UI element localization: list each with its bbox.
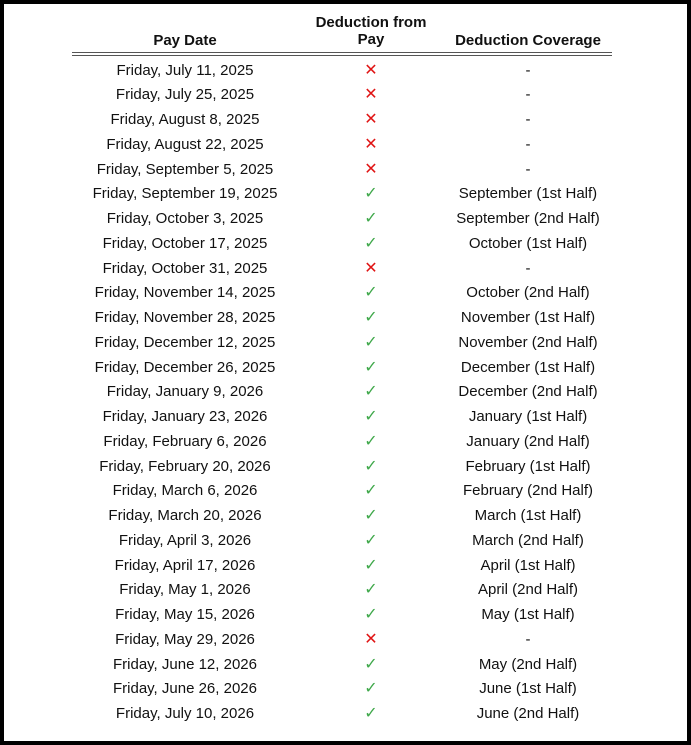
deduction-status-cell: [308, 405, 434, 430]
deduction-coverage-cell: September (1st Half): [458, 185, 598, 203]
deduction-status-cell: [308, 59, 434, 84]
pay-date-cell: Friday, July 10, 2026: [115, 705, 255, 722]
header-deduction-line2: Pay: [357, 31, 385, 48]
table-row: [72, 554, 612, 579]
table-row: [72, 529, 612, 554]
check-icon: ✓: [364, 655, 378, 673]
check-icon: ✓: [364, 408, 378, 425]
table-row: [72, 281, 612, 306]
deduction-status-cell: [308, 133, 434, 158]
deduction-status-cell: [308, 108, 434, 133]
pay-date-cell: Friday, January 23, 2026: [102, 408, 268, 425]
deduction-coverage-cell: June (2nd Half): [476, 705, 580, 722]
pay-date-cell: Friday, May 1, 2026: [119, 581, 251, 599]
pay-date-cell: Friday, February 20, 2026: [99, 457, 271, 475]
check-icon: ✓: [364, 507, 378, 524]
deduction-status-cell: [308, 578, 434, 603]
pay-date-cell: Friday, July 11, 2025: [116, 61, 254, 79]
deduction-status-cell: [308, 83, 434, 108]
header-deduction-line1: Deduction from: [315, 14, 427, 31]
deduction-status-cell: [308, 430, 434, 455]
deduction-coverage-cell: February (2nd Half): [462, 482, 594, 500]
pay-date-cell: Friday, July 25, 2025: [115, 86, 255, 104]
table-row: [72, 578, 612, 603]
deduction-coverage-cell: February (1st Half): [465, 457, 591, 475]
x-icon: ✕: [364, 160, 378, 178]
deduction-status-cell: [308, 257, 434, 282]
deduction-status-cell: [308, 331, 434, 356]
deduction-coverage-cell: December (1st Half): [460, 358, 596, 376]
deduction-status-cell: [308, 603, 434, 628]
deduction-coverage-cell: April (1st Half): [480, 556, 576, 574]
check-icon: ✓: [364, 185, 378, 203]
table-row: [72, 232, 612, 257]
deduction-coverage-cell: -: [525, 630, 531, 648]
deduction-status-cell: [308, 306, 434, 331]
deduction-coverage-cell: January (1st Half): [468, 408, 588, 425]
table-row: [72, 207, 612, 232]
deduction-coverage-cell: -: [525, 61, 531, 79]
x-icon: ✕: [364, 259, 378, 277]
table-row: [72, 603, 612, 628]
header-pay-date: Pay Date: [153, 32, 217, 49]
table-row: [72, 306, 612, 331]
pay-date-cell: Friday, March 20, 2026: [108, 507, 262, 524]
deduction-coverage-cell: June (1st Half): [479, 680, 577, 698]
pay-date-cell: Friday, June 26, 2026: [113, 680, 257, 698]
table-row: [72, 405, 612, 430]
deduction-schedule-table: [72, 12, 612, 727]
check-icon: ✓: [364, 309, 378, 326]
table-row: [72, 380, 612, 405]
pay-date-cell: Friday, November 14, 2025: [94, 284, 276, 302]
pay-date-cell: Friday, October 31, 2025: [102, 259, 268, 277]
deduction-coverage-cell: -: [525, 259, 531, 277]
pay-date-cell: Friday, November 28, 2025: [94, 309, 276, 326]
check-icon: ✓: [364, 680, 378, 698]
pay-date-cell: Friday, April 3, 2026: [118, 531, 252, 549]
table-body: [72, 59, 612, 727]
table-row: [72, 331, 612, 356]
pay-date-cell: Friday, August 22, 2025: [106, 135, 264, 153]
deduction-coverage-cell: March (1st Half): [474, 507, 582, 524]
check-icon: ✓: [364, 556, 378, 574]
table-header: [72, 12, 612, 52]
deduction-status-cell: [308, 554, 434, 579]
header-deduction-from-pay: [308, 14, 434, 48]
deduction-coverage-cell: November (2nd Half): [458, 333, 598, 351]
pay-date-cell: Friday, October 3, 2025: [106, 210, 264, 227]
deduction-status-cell: [308, 653, 434, 678]
pay-date-cell: Friday, September 5, 2025: [96, 160, 274, 178]
deduction-coverage-cell: April (2nd Half): [477, 581, 579, 599]
check-icon: ✓: [364, 383, 378, 401]
deduction-coverage-cell: -: [525, 86, 531, 104]
table-row: [72, 677, 612, 702]
deduction-coverage-cell: May (1st Half): [481, 606, 575, 623]
table-row: [72, 653, 612, 678]
header-divider: [72, 52, 612, 56]
header-deduction-coverage: Deduction Coverage: [455, 32, 601, 49]
deduction-coverage-cell: December (2nd Half): [458, 383, 598, 401]
pay-date-cell: Friday, May 15, 2026: [115, 606, 255, 623]
table-row: [72, 108, 612, 133]
table-row: [72, 83, 612, 108]
table-row: [72, 455, 612, 480]
deduction-status-cell: [308, 455, 434, 480]
deduction-status-cell: [308, 207, 434, 232]
pay-date-cell: Friday, June 12, 2026: [113, 655, 257, 673]
deduction-status-cell: [308, 158, 434, 183]
deduction-status-cell: [308, 628, 434, 653]
table-row: [72, 356, 612, 381]
pay-date-cell: Friday, August 8, 2025: [110, 111, 260, 128]
deduction-coverage-cell: November (1st Half): [460, 309, 596, 326]
pay-date-cell: Friday, September 19, 2025: [92, 185, 278, 203]
table-row: [72, 504, 612, 529]
table-row: [72, 479, 612, 504]
deduction-coverage-cell: May (2nd Half): [478, 655, 578, 673]
check-icon: ✓: [364, 210, 378, 227]
deduction-coverage-cell: March (2nd Half): [472, 531, 584, 549]
check-icon: ✓: [364, 606, 378, 623]
table-row: [72, 158, 612, 183]
table-row: [72, 182, 612, 207]
table-row: [72, 59, 612, 84]
deduction-status-cell: [308, 356, 434, 381]
check-icon: ✓: [364, 358, 378, 376]
pay-date-cell: Friday, February 6, 2026: [103, 432, 267, 450]
check-icon: ✓: [364, 581, 378, 599]
table-row: [72, 628, 612, 653]
check-icon: ✓: [364, 333, 378, 351]
pay-date-cell: Friday, May 29, 2026: [115, 630, 255, 648]
pay-date-cell: Friday, October 17, 2025: [102, 234, 268, 252]
check-icon: ✓: [364, 482, 378, 500]
deduction-status-cell: [308, 281, 434, 306]
x-icon: ✕: [364, 61, 378, 79]
check-icon: ✓: [364, 457, 378, 475]
check-icon: ✓: [364, 531, 378, 549]
table-row: [72, 257, 612, 282]
pay-date-cell: Friday, December 12, 2025: [94, 333, 276, 351]
deduction-coverage-cell: October (1st Half): [468, 234, 588, 252]
deduction-coverage-cell: -: [525, 160, 531, 178]
deduction-status-cell: [308, 529, 434, 554]
deduction-status-cell: [308, 702, 434, 727]
pay-date-cell: Friday, January 9, 2026: [106, 383, 264, 401]
x-icon: ✕: [364, 630, 378, 648]
x-icon: ✕: [364, 135, 378, 153]
check-icon: ✓: [364, 284, 378, 302]
deduction-coverage-cell: January (2nd Half): [466, 432, 590, 450]
x-icon: ✕: [364, 111, 378, 128]
deduction-status-cell: [308, 479, 434, 504]
pay-date-cell: Friday, March 6, 2026: [112, 482, 258, 500]
x-icon: ✕: [364, 86, 378, 104]
pay-date-cell: Friday, December 26, 2025: [94, 358, 276, 376]
deduction-status-cell: [308, 182, 434, 207]
deduction-status-cell: [308, 504, 434, 529]
deduction-coverage-cell: -: [525, 111, 531, 128]
deduction-status-cell: [308, 232, 434, 257]
deduction-coverage-cell: -: [525, 135, 531, 153]
deduction-coverage-cell: October (2nd Half): [466, 284, 590, 302]
deduction-coverage-cell: September (2nd Half): [456, 210, 600, 227]
deduction-status-cell: [308, 380, 434, 405]
pay-date-cell: Friday, April 17, 2026: [114, 556, 256, 574]
table-row: [72, 430, 612, 455]
table-row: [72, 133, 612, 158]
deduction-status-cell: [308, 677, 434, 702]
check-icon: ✓: [364, 705, 378, 722]
check-icon: ✓: [364, 234, 378, 252]
check-icon: ✓: [364, 432, 378, 450]
table-row: [72, 702, 612, 727]
